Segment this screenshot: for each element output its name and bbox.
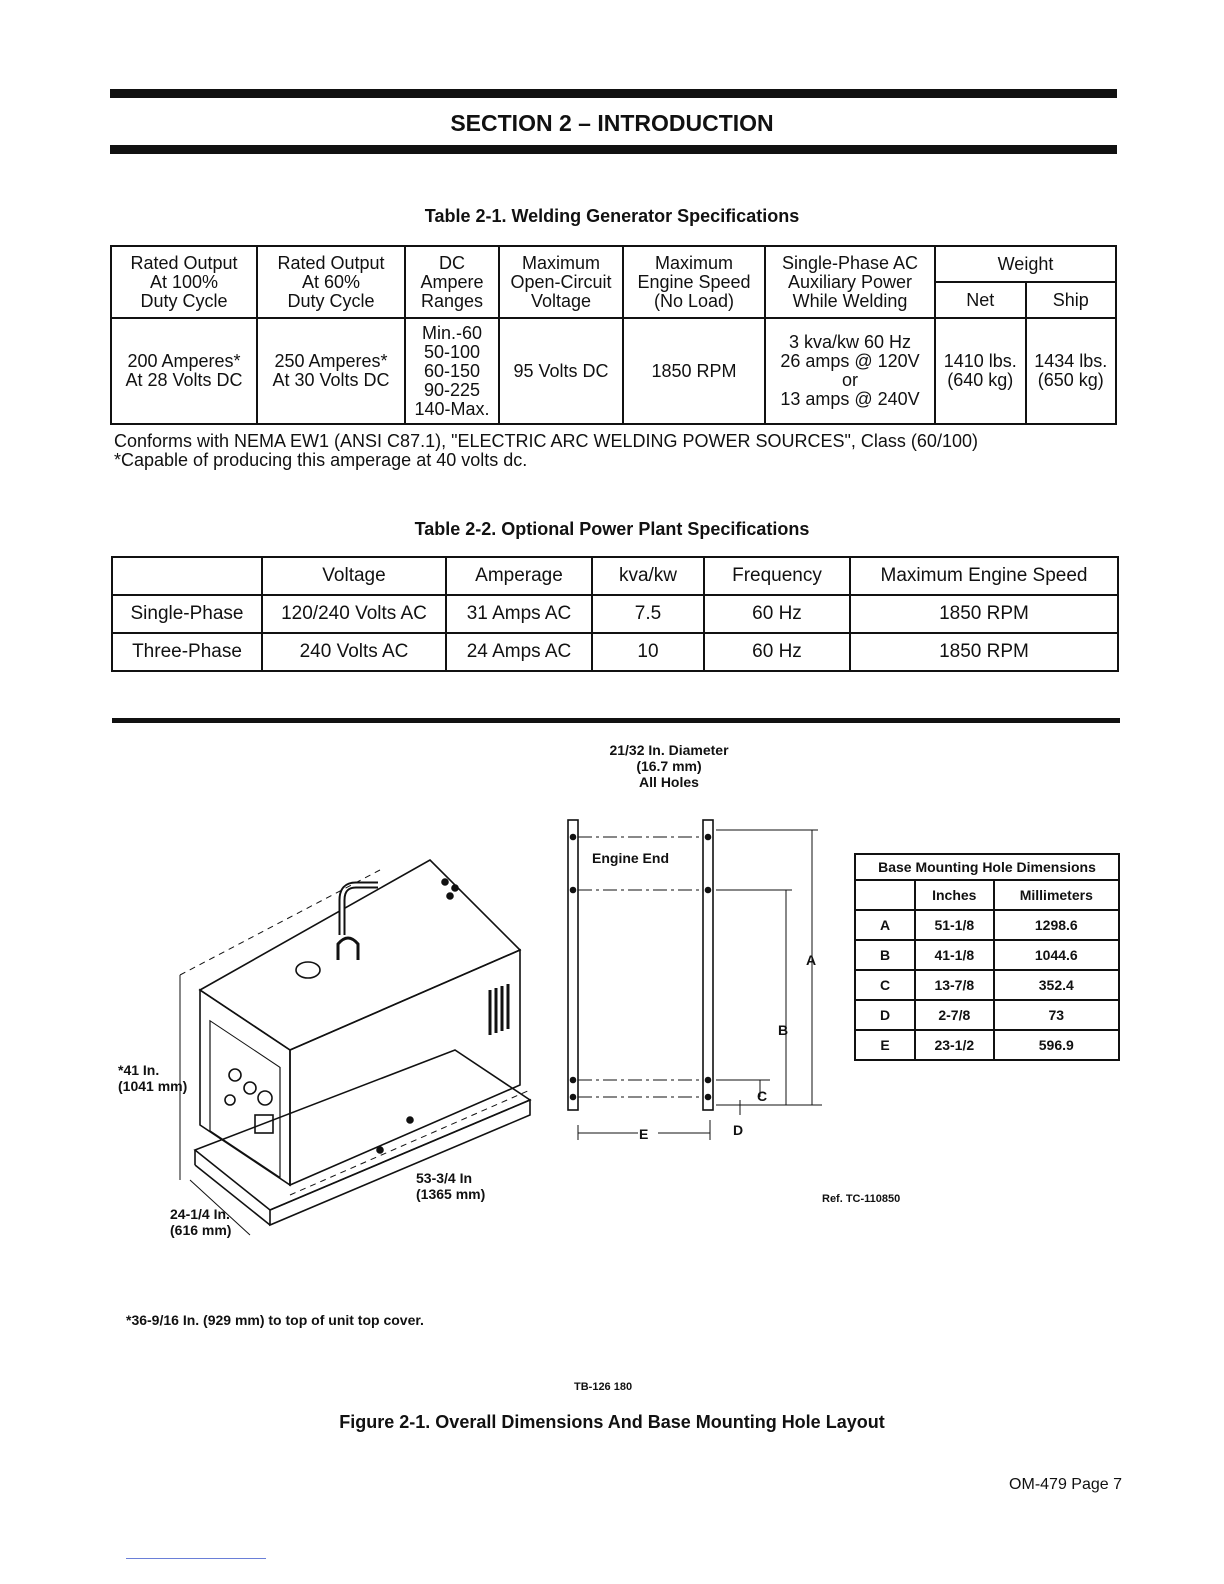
mount-d-mm: 73 [994, 1000, 1119, 1030]
hdr-rated-60-l1: Rated Output [277, 252, 385, 273]
dim-width-mm: (616 mm) [170, 1222, 232, 1238]
dim-letter-b: B [778, 1022, 789, 1038]
hdr-weight: Weight [935, 246, 1116, 282]
mount-a-letter: A [855, 910, 915, 940]
hdr-dc-l2: Ampere [420, 271, 484, 292]
mount-col-mm: Millimeters [994, 880, 1119, 910]
t2-hdr-amperage: Amperage [446, 557, 592, 595]
mount-d-in: 2-7/8 [915, 1000, 994, 1030]
table1-caption: Table 2-1. Welding Generator Specifications [424, 206, 800, 226]
mount-a-mm: 1298.6 [994, 910, 1119, 940]
table1-notes [114, 432, 978, 470]
engine-end-label: Engine End [592, 850, 669, 866]
hdr-speed-l2: Engine Speed [637, 271, 751, 292]
hdr-rated-100-l1: Rated Output [130, 252, 238, 273]
hdr-ocv-l3: Voltage [530, 290, 592, 311]
table-row [112, 633, 1118, 671]
mount-b-letter: B [855, 940, 915, 970]
table-row [855, 910, 1119, 940]
hdr-dc-l3: Ranges [420, 290, 484, 311]
cell-dc-range-5: 140-Max. [414, 398, 490, 419]
hole-note-all: All Holes [639, 774, 699, 790]
mount-e-mm: 596.9 [994, 1030, 1119, 1060]
dim-length-in: 53-3/4 In [416, 1170, 473, 1186]
hdr-rated-60-l3: Duty Cycle [287, 290, 375, 311]
t2-r1-frequency: 60 Hz [704, 595, 850, 633]
mounting-hole-table [854, 853, 1120, 1061]
cell-dc-range-2: 50-100 [423, 341, 481, 362]
cell-dc-range-3: 60-150 [423, 360, 481, 381]
table-row [112, 595, 1118, 633]
t2-r2-phase: Three-Phase [112, 633, 262, 671]
hdr-rated-100-l3: Duty Cycle [140, 290, 228, 311]
t2-hdr-frequency: Frequency [704, 557, 850, 595]
t2-r2-voltage: 240 Volts AC [262, 633, 446, 671]
hdr-rated-60-l2: At 60% [301, 271, 361, 292]
welding-spec-table [110, 245, 1117, 425]
dim-height-in: *41 In. [118, 1062, 160, 1078]
cell-rated-60-l2: At 30 Volts DC [272, 370, 390, 390]
table1-note-capability: *Capable of producing this amperage at 40 volts dc. [114, 450, 528, 470]
dim-letter-e: E [639, 1126, 649, 1142]
figure-footnote: *36-9/16 In. (929 mm) to top of unit top cover. [126, 1312, 424, 1328]
hdr-ship: Ship [1026, 282, 1117, 318]
hdr-aux-l1: Single-Phase AC [781, 252, 919, 273]
cell-max-speed: 1850 RPM [623, 318, 765, 424]
mount-c-mm: 352.4 [994, 970, 1119, 1000]
header-rule-top [110, 89, 1117, 98]
power-plant-table [111, 556, 1119, 672]
cell-rated-100-l2: At 28 Volts DC [125, 370, 243, 390]
mount-b-mm: 1044.6 [994, 940, 1119, 970]
dim-width-in: 24-1/4 In. [170, 1206, 230, 1222]
t2-r1-voltage: 120/240 Volts AC [262, 595, 446, 633]
dim-letter-a: A [806, 952, 817, 968]
mount-e-letter: E [855, 1030, 915, 1060]
figure-caption: Figure 2-1. Overall Dimensions And Base Mounting Hole Layout [339, 1412, 885, 1432]
t2-r1-speed: 1850 RPM [850, 595, 1118, 633]
mount-c-letter: C [855, 970, 915, 1000]
mount-c-in: 13-7/8 [915, 970, 994, 1000]
hdr-net: Net [935, 282, 1026, 318]
table-row [855, 940, 1119, 970]
t2-hdr-blank [112, 557, 262, 595]
table2-caption: Table 2-2. Optional Power Plant Specifications [414, 519, 810, 539]
t2-r2-amperage: 24 Amps AC [446, 633, 592, 671]
cell-dc-range-1: Min.-60 [421, 322, 483, 343]
cell-aux-l4: 13 amps @ 240V [780, 389, 920, 409]
dim-height-label [118, 1062, 187, 1094]
hdr-dc-l1: DC [439, 252, 465, 273]
cell-dc-range-4: 90-225 [423, 379, 481, 400]
hdr-ocv-l1: Maximum [521, 252, 600, 273]
hole-note [564, 742, 774, 790]
hdr-ocv-l2: Open-Circuit [510, 271, 612, 292]
table-row [855, 1000, 1119, 1030]
t2-hdr-max-speed: Maximum Engine Speed [850, 557, 1118, 595]
mount-e-in: 23-1/2 [915, 1030, 994, 1060]
ref-number: Ref. TC-110850 [822, 1193, 901, 1205]
hdr-speed-l1: Maximum [654, 252, 733, 273]
table1-note-conformance: Conforms with NEMA EW1 (ANSI C87.1), "ELECTRIC ARC WELDING POWER SOURCES", Class (60/100) [114, 431, 978, 451]
section-title: SECTION 2 – INTRODUCTION [450, 110, 774, 136]
t2-r2-speed: 1850 RPM [850, 633, 1118, 671]
t2-r1-phase: Single-Phase [112, 595, 262, 633]
cell-net-l2: (640 kg) [947, 370, 1014, 390]
cell-ship-l1: 1434 lbs. [1034, 351, 1108, 371]
dim-letter-d: D [733, 1122, 744, 1138]
cell-aux-l2: 26 amps @ 120V [780, 351, 920, 371]
t2-r2-frequency: 60 Hz [704, 633, 850, 671]
mount-table-title: Base Mounting Hole Dimensions [855, 854, 1119, 880]
cell-net-l1: 1410 lbs. [943, 351, 1017, 371]
mount-d-letter: D [855, 1000, 915, 1030]
t2-r2-kvakw: 10 [592, 633, 704, 671]
hdr-aux-l3: While Welding [792, 290, 908, 311]
hdr-speed-l3: (No Load) [653, 290, 735, 311]
cell-aux-l3: or [841, 370, 858, 390]
hdr-rated-100-l2: At 100% [149, 271, 219, 292]
mount-col-blank [855, 880, 915, 910]
figure-rule [112, 718, 1120, 723]
hole-note-diameter: 21/32 In. Diameter [609, 742, 729, 758]
mount-a-in: 51-1/8 [915, 910, 994, 940]
table-row [855, 970, 1119, 1000]
bottom-divider [126, 1558, 266, 1559]
t2-hdr-kvakw: kva/kw [592, 557, 704, 595]
page-number: OM-479 Page 7 [1009, 1476, 1122, 1493]
cell-max-ocv: 95 Volts DC [499, 318, 623, 424]
dim-letter-c: C [757, 1088, 768, 1104]
cell-ship-l2: (650 kg) [1037, 370, 1104, 390]
cell-rated-60-l1: 250 Amperes* [274, 351, 388, 371]
hdr-aux-l2: Auxiliary Power [787, 271, 913, 292]
table-row [855, 1030, 1119, 1060]
dim-height-mm: (1041 mm) [118, 1078, 188, 1094]
dim-width-label [170, 1206, 231, 1238]
t2-hdr-voltage: Voltage [262, 557, 446, 595]
dim-length-label [416, 1170, 485, 1202]
t2-r1-amperage: 31 Amps AC [446, 595, 592, 633]
dim-length-mm: (1365 mm) [416, 1186, 486, 1202]
hole-note-mm: (16.7 mm) [636, 758, 702, 774]
cell-aux-l1: 3 kva/kw 60 Hz [788, 332, 912, 352]
cell-rated-100-l1: 200 Amperes* [127, 351, 241, 371]
tb-reference: TB-126 180 [574, 1381, 633, 1393]
mount-col-inches: Inches [915, 880, 994, 910]
mount-b-in: 41-1/8 [915, 940, 994, 970]
header-rule-bottom [110, 145, 1117, 154]
t2-r1-kvakw: 7.5 [592, 595, 704, 633]
